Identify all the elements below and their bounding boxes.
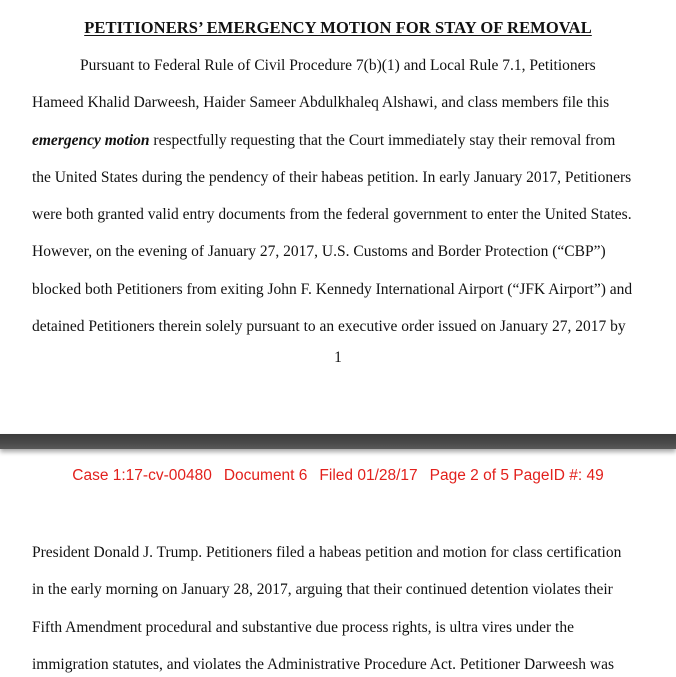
page2-line-3: Fifth Amendment procedural and substantive due process rights, is ultra vires under the [32,619,574,636]
page-divider [0,434,676,449]
emphasis-text: emergency motion [32,132,150,149]
document-number: Document 6 [223,467,308,484]
case-number: Case 1:17-cv-00480 [72,467,212,484]
paragraph-line-4: the United States during the pendency of their habeas petition. In early January 2017, Petitioners [32,169,632,186]
paragraph-line-1: Pursuant to Federal Rule of Civil Procedure 7(b)(1) and Local Rule 7.1, Petitioners [80,57,596,74]
paragraph-line-8: detained Petitioners therein solely pursuant to an executive order issued on January 27, 2017 by [32,318,626,335]
paragraph-line-2: Hameed Khalid Darweesh, Haider Sameer Abdulkhaleq Alshawi, and class members file this [32,94,610,111]
page-info: Page 2 of 5 PageID #: 49 [429,467,604,484]
paragraph-line-3-rest: respectfully requesting that the Court immediately stay their removal from [149,132,616,149]
paragraph-line-3 [32,131,615,151]
filed-date: Filed 01/28/17 [319,467,418,484]
paragraph-line-6: However, on the evening of January 27, 2017, U.S. Customs and Border Protection (“CBP”) [32,243,606,260]
page2-line-2: in the early morning on January 28, 2017, arguing that their continued detention violates their [32,581,613,598]
page-number: 1 [334,349,342,366]
page2-line-4: immigration statutes, and violates the Administrative Procedure Act. Petitioner Darweesh was [32,656,614,673]
paragraph-line-7: blocked both Petitioners from exiting John F. Kennedy International Airport (“JFK Airport”) and [32,281,633,298]
case-header-stamp [0,467,676,485]
paragraph-line-5: were both granted valid entry documents from the federal government to enter the United States. [32,206,632,223]
document-title: PETITIONERS’ EMERGENCY MOTION FOR STAY OF REMOVAL [84,18,592,37]
page2-line-1: President Donald J. Trump. Petitioners filed a habeas petition and motion for class certification [32,544,622,561]
